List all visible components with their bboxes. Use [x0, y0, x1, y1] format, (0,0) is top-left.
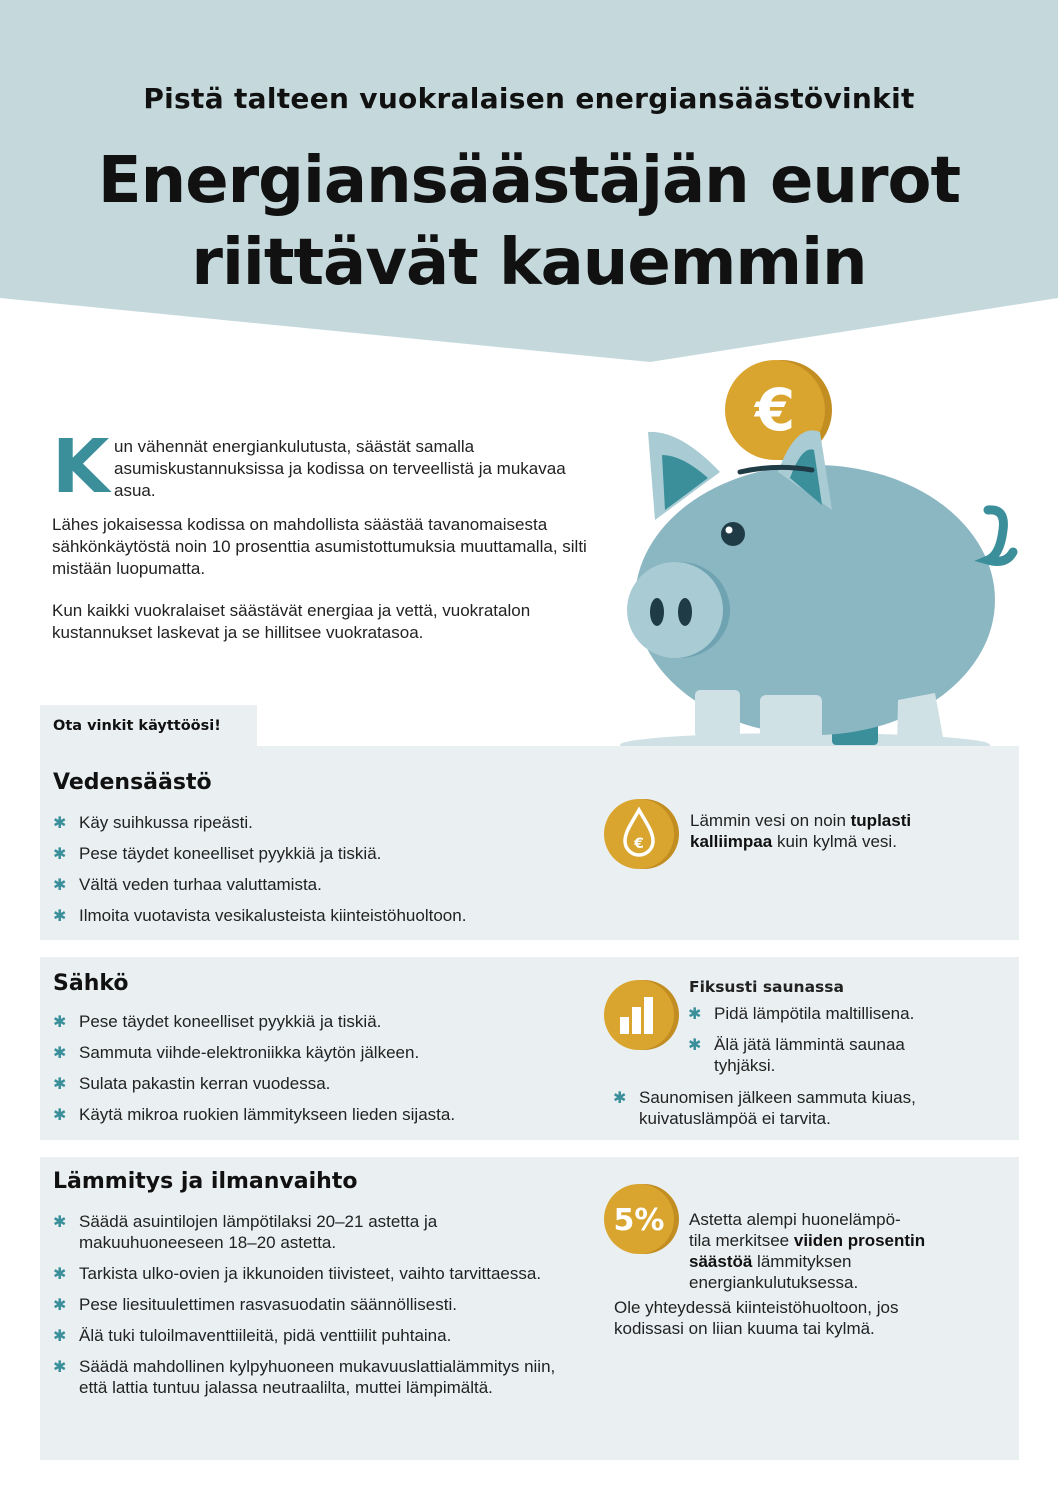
asterisk-bullet-icon: ✱	[53, 846, 67, 863]
list-item: ✱ Tarkista ulko-ovien ja ikkunoiden tiivisteet, vaihto tarvittaessa.	[53, 1264, 542, 1283]
list-item: ✱ Pese täydet koneelliset pyykkiä ja tiskiä.	[53, 844, 382, 863]
intro-first-paragraph	[52, 424, 592, 510]
list-item: ✱ Älä tuki tuloilmaventtiileitä, pidä venttiilit puhtaina.	[53, 1326, 452, 1345]
asterisk-bullet-icon: ✱	[53, 1014, 67, 1031]
svg-text:€: €	[634, 836, 644, 852]
tips-tab: Ota vinkit käyttöösi!	[40, 705, 257, 747]
list-item: ✱ Sulata pakastin kerran vuodessa.	[53, 1074, 331, 1093]
list-item: ✱ Pese liesituulettimen rasvasuodatin säännöllisesti.	[53, 1295, 457, 1314]
sauna-title: Fiksusti saunassa	[689, 978, 844, 996]
asterisk-bullet-icon: ✱	[613, 1090, 627, 1107]
water-drop-euro-icon	[603, 796, 679, 872]
title-line-2: riittävät kauemmin	[191, 226, 867, 300]
intro-text	[52, 424, 592, 644]
list-item: ✱ Vältä veden turhaa valuttamista.	[53, 875, 322, 894]
asterisk-bullet-icon: ✱	[53, 1214, 67, 1231]
list-item: ✱ Sammuta viihde-elektroniikka käytön jälkeen.	[53, 1043, 420, 1062]
heating-section-title: Lämmitys ja ilmanvaihto	[53, 1169, 358, 1194]
page-title	[0, 140, 1058, 304]
page-subtitle: Pistä talteen vuokralaisen energiansäästövinkit	[143, 82, 915, 115]
electricity-section	[40, 957, 1019, 1140]
list-item: ✱ Pidä lämpötila maltillisena.	[688, 1004, 915, 1023]
list-item: ✱ Älä jätä lämmintä saunaa tyhjäksi.	[688, 1035, 905, 1075]
list-item: ✱ Säädä mahdollinen kylpyhuoneen mukavuuslattialämmitys niin, että lattia tuntuu jalassa neutraalilta, muttei lämpimältä.	[53, 1357, 556, 1397]
heating-section	[40, 1157, 1019, 1460]
drop-cap: K	[52, 424, 110, 510]
water-section-title: Vedensäästö	[53, 770, 212, 795]
asterisk-bullet-icon: ✱	[688, 1037, 702, 1054]
piggy-bank-icon	[600, 360, 1040, 760]
asterisk-bullet-icon: ✱	[53, 1107, 67, 1124]
intro-paragraph-2: Lähes jokaisessa kodissa on mahdollista säästää tavanomaisesta sähkönkäytöstä noin 10 prosenttia asumistottumuksia muuttamalla, silti mistään luopumatta.	[52, 515, 587, 578]
asterisk-bullet-icon: ✱	[53, 908, 67, 925]
asterisk-bullet-icon: ✱	[53, 1076, 67, 1093]
asterisk-bullet-icon: ✱	[688, 1006, 702, 1023]
list-item: ✱ Pese täydet koneelliset pyykkiä ja tiskiä.	[53, 1012, 382, 1031]
bar-chart-icon	[603, 977, 679, 1053]
water-fact: Lämmin vesi on noin tuplasti kalliimpaa kuin kylmä vesi.	[690, 811, 912, 851]
title-line-1: Energiansäästäjän eurot	[97, 144, 961, 218]
intro-paragraph-3: Kun kaikki vuokralaiset säästävät energiaa ja vettä, vuokratalon kustannukset laskevat ja se hillitsee vuokratasoa.	[52, 601, 531, 642]
asterisk-bullet-icon: ✱	[53, 1297, 67, 1314]
list-item: ✱ Säädä asuintilojen lämpötilaksi 20–21 astetta ja makuuhuoneeseen 18–20 astetta.	[53, 1212, 438, 1252]
list-item: ✱ Ilmoita vuotavista vesikalusteista kiinteistöhuoltoon.	[53, 906, 467, 925]
sauna-tips-list	[688, 1003, 968, 1076]
asterisk-bullet-icon: ✱	[53, 877, 67, 894]
list-item: ✱ Käy suihkussa ripeästi.	[53, 813, 253, 832]
electricity-tips-list	[53, 1011, 455, 1125]
heating-fact: Astetta alempi huonelämpö- tila merkitsee viiden prosentin säästöä lämmityksen energiankulutuksessa.	[689, 1210, 926, 1292]
svg-text:€: €	[754, 376, 796, 444]
asterisk-bullet-icon: ✱	[53, 1266, 67, 1283]
asterisk-bullet-icon: ✱	[53, 1328, 67, 1345]
percent-badge-text: 5%	[613, 1203, 665, 1238]
intro-paragraph-1: un vähennät energiankulutusta, säästät samalla asumiskustannuksissa ja kodissa on terveellistä ja mukavaa asua.	[114, 437, 566, 500]
list-item: ✱ Käytä mikroa ruokien lämmitykseen lieden sijasta.	[53, 1105, 456, 1124]
water-tips-list	[53, 812, 466, 926]
asterisk-bullet-icon: ✱	[53, 815, 67, 832]
water-section	[40, 746, 1019, 940]
asterisk-bullet-icon: ✱	[53, 1045, 67, 1062]
heating-tips-list	[53, 1211, 573, 1398]
sauna-extra-list	[613, 1087, 983, 1129]
electricity-section-title: Sähkö	[53, 971, 129, 996]
asterisk-bullet-icon: ✱	[53, 1359, 67, 1376]
list-item: ✱ Saunomisen jälkeen sammuta kiuas, kuivatuslämpöä ei tarvita.	[613, 1088, 916, 1128]
heating-contact: Ole yhteydessä kiinteistöhuoltoon, jos kodissasi on liian kuuma tai kylmä.	[614, 1298, 899, 1338]
